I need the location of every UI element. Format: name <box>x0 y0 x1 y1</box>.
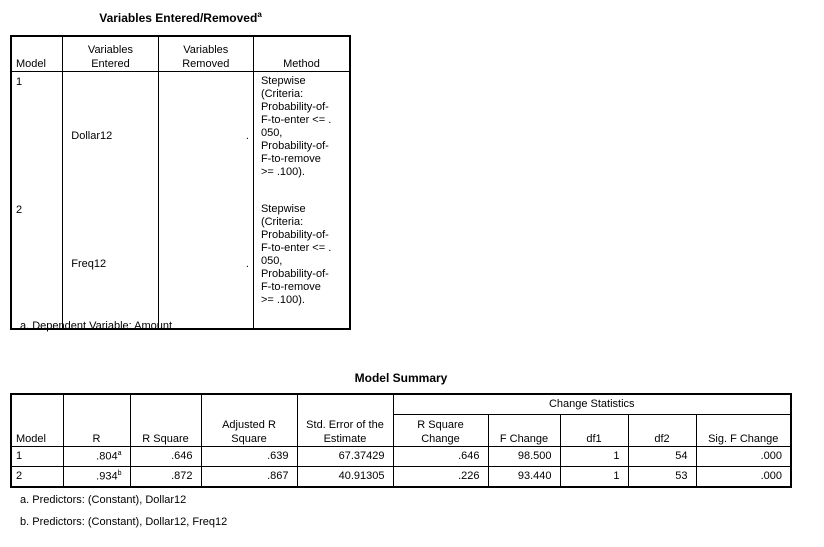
header-df2: df2 <box>628 414 696 446</box>
table-row <box>11 72 350 201</box>
row1-r-square: .646 <box>130 446 201 466</box>
row2-r <box>63 466 130 487</box>
table2-header-row-top <box>11 394 791 414</box>
row2-model: 2 <box>16 470 23 482</box>
row2-sig-f-change: .000 <box>696 466 791 487</box>
row2-r-square-change: .226 <box>393 466 488 487</box>
header-model: Model <box>11 394 63 446</box>
table-row <box>11 200 350 329</box>
row2-adjusted-r-square: .867 <box>201 466 297 487</box>
row2-r-footnote-marker: b <box>117 469 122 477</box>
table-row <box>11 446 791 466</box>
header-method: Method <box>253 36 350 72</box>
row1-r-square-change: .646 <box>393 446 488 466</box>
table1-title-text: Variables Entered/Removed <box>99 11 258 25</box>
header-adjusted-r-square: Adjusted R Square <box>201 394 297 446</box>
table1-footnote: a. Dependent Variable: Amount <box>20 320 173 332</box>
row2-entered: Freq12 <box>63 200 158 329</box>
row1-df1: 1 <box>560 446 628 466</box>
row2-df2: 53 <box>628 466 696 487</box>
variables-entered-removed-title <box>10 10 351 25</box>
row1-r-value: .804 <box>96 450 118 463</box>
row2-f-change: 93.440 <box>488 466 560 487</box>
row1-sig-f-change: .000 <box>696 446 791 466</box>
header-change-statistics: Change Statistics <box>393 394 791 414</box>
row2-r-value: .934 <box>96 470 118 483</box>
header-std-error: Std. Error of the Estimate <box>297 394 393 446</box>
header-f-change: F Change <box>488 414 560 446</box>
table2-footnote-a: a. Predictors: (Constant), Dollar12 <box>20 494 187 506</box>
row2-r-square: .872 <box>130 466 201 487</box>
row2-std-error: 40.91305 <box>297 466 393 487</box>
header-r-square: R Square <box>130 394 201 446</box>
row1-r <box>63 446 130 466</box>
table-row <box>11 466 791 487</box>
row1-entered: Dollar12 <box>63 72 158 201</box>
table2-footnote-b: b. Predictors: (Constant), Dollar12, Freq12 <box>20 516 228 528</box>
header-variables-entered: Variables Entered <box>63 36 158 72</box>
header-df1: df1 <box>560 414 628 446</box>
row1-method: Stepwise (Criteria: Probability-of- F-to-enter <= . 050, Probability-of- F-to-remove >= .100). <box>253 72 350 201</box>
row1-model: 1 <box>11 446 63 466</box>
row1-adjusted-r-square: .639 <box>201 446 297 466</box>
row2-df1: 1 <box>560 466 628 487</box>
model-summary-table <box>10 393 792 488</box>
header-model: Model <box>11 36 63 72</box>
row1-df2: 54 <box>628 446 696 466</box>
row2-method: Stepwise (Criteria: Probability-of- F-to-enter <= . 050, Probability-of- F-to-remove >= .100). <box>253 200 350 329</box>
row2-removed: . <box>158 200 253 329</box>
header-variables-removed: Variables Removed <box>158 36 253 72</box>
table1-title-footnote-marker: a <box>257 10 262 19</box>
row1-removed: . <box>158 72 253 201</box>
model-summary-title: Model Summary <box>354 371 448 385</box>
row2-model: 2 <box>16 204 23 216</box>
row1-r-footnote-marker: a <box>117 449 122 457</box>
row1-f-change: 98.500 <box>488 446 560 466</box>
table1-header-row <box>11 36 350 72</box>
row1-std-error: 67.37429 <box>297 446 393 466</box>
header-r-square-change: R Square Change <box>393 414 488 446</box>
variables-entered-removed-table <box>10 35 351 330</box>
row1-model: 1 <box>16 76 23 88</box>
header-r: R <box>63 394 130 446</box>
header-sig-f-change: Sig. F Change <box>696 414 791 446</box>
